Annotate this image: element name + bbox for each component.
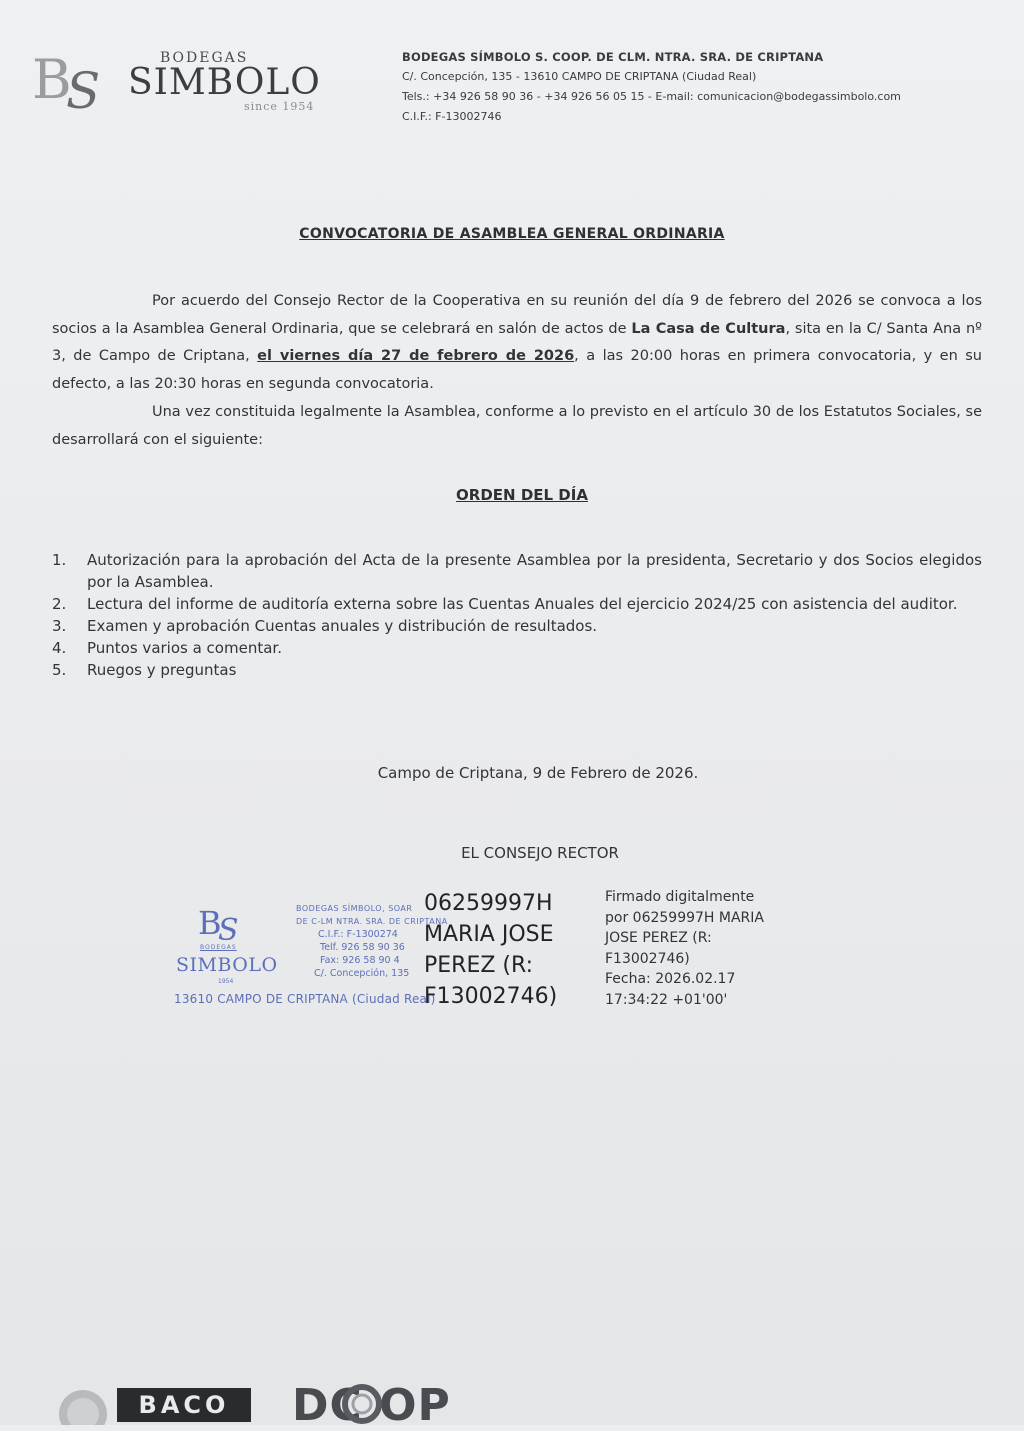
emblem-icon — [50, 1380, 116, 1425]
paragraph-text: , sita en la C/ Santa Ana nº 3, de Campo de Criptana, — [52, 320, 982, 364]
agenda-list — [52, 549, 982, 681]
agenda-text: Lectura del informe de auditoría externa sobre las Cuentas Anuales del ejercicio 2024/25 con asistencia del auditor. — [87, 595, 958, 613]
signature-detail-line: por 06259997H MARIA — [605, 909, 764, 926]
signature-detail-line: Firmado digitalmente — [605, 889, 755, 905]
place-date: Campo de Criptana, 9 de Febrero de 2026. — [377, 764, 699, 782]
stamp-line: C/. Concepción, 135 — [314, 968, 410, 979]
agenda-title: ORDEN DEL DÍA — [456, 486, 588, 504]
agenda-item — [52, 549, 982, 593]
agenda-text: Examen y aprobación Cuentas anuales y distribución de resultados. — [87, 617, 598, 635]
agenda-number: 3. — [52, 617, 67, 635]
agenda-item — [52, 659, 982, 681]
logo-simbolo-text: SIMBOLO — [128, 62, 321, 103]
stamp-simbolo: SIMBOLO — [176, 954, 278, 976]
agenda-item — [52, 637, 982, 659]
svg-text:B: B — [32, 48, 72, 111]
agenda-item — [52, 615, 982, 637]
stamp-monogram-icon — [196, 904, 254, 944]
signature-line: MARIA JOSE — [424, 922, 554, 947]
stamp-line: 13610 CAMPO DE CRIPTANA (Ciudad Real) — [174, 992, 436, 1006]
meeting-date: el viernes día 27 de febrero de 2026 — [257, 348, 575, 364]
company-contact: Tels.: +34 926 58 90 36 - +34 926 56 05 15 - E-mail: comunicacion@bodegassimbolo.com — [402, 90, 901, 103]
company-logo — [30, 44, 320, 119]
svg-text:B: B — [198, 904, 222, 942]
baco-logo: BACO — [117, 1388, 251, 1422]
stamp-since: 1954 — [218, 978, 234, 985]
agenda-item — [52, 593, 982, 615]
company-address: C/. Concepción, 135 - 13610 CAMPO DE CRIPTANA (Ciudad Real) — [402, 70, 757, 83]
signature-detail-line: 17:34:22 +01'00' — [605, 991, 728, 1008]
stamp-line: Telf. 926 58 90 36 — [320, 942, 405, 953]
statutes-paragraph: Una vez constituida legalmente la Asamblea, conforme a lo previsto en el artículo 30 de los Estatutos Sociales, se desarrollará con el siguiente: — [52, 404, 982, 448]
logo-since-text: since 1954 — [244, 100, 315, 113]
logo-bodegas-text: BODEGAS — [160, 50, 249, 66]
svg-text:S: S — [66, 62, 101, 116]
stamp-line: Fax: 926 58 90 4 — [320, 955, 400, 966]
dcoop-ring-icon — [340, 1382, 384, 1426]
venue-name: La Casa de Cultura — [631, 320, 786, 337]
paragraph-text: , a las 20:00 horas en primera convocatoria, y en su defecto, a las 20:30 horas en segunda convocatoria. — [52, 348, 982, 392]
agenda-text: Ruegos y preguntas — [87, 661, 237, 679]
agenda-text: Puntos varios a comentar. — [87, 639, 282, 657]
signature-detail-line: F13002746) — [605, 950, 690, 967]
stamp-line: C.I.F.: F-1300274 — [318, 929, 398, 940]
agenda-number: 1. — [52, 551, 67, 569]
agenda-text: Autorización para la aprobación del Acta de la presente Asamblea por la presidenta, Secretario y dos Socios elegidos por la Asamblea. — [87, 551, 982, 591]
company-info — [402, 47, 901, 127]
stamp-line: DE C-LM NTRA. SRA. DE CRIPTANA — [296, 917, 448, 926]
document-title: CONVOCATORIA DE ASAMBLEA GENERAL ORDINARIA — [299, 226, 725, 242]
agenda-number: 4. — [52, 639, 67, 657]
svg-text:S: S — [218, 913, 239, 944]
company-cif: C.I.F.: F-13002746 — [402, 110, 502, 123]
company-stamp — [170, 896, 460, 1016]
signer-title: EL CONSEJO RECTOR — [461, 844, 619, 862]
digital-signature-name — [424, 888, 557, 1012]
signature-line: PEREZ (R: — [424, 953, 534, 978]
signature-line: 06259997H — [424, 891, 553, 916]
paragraph-text: Por acuerdo del Consejo Rector de la Cooperativa en su reunión del día 9 de febrero del 2026 se convoca a los socios a la Asamblea General Ordinaria, que se celebrará en salón de actos de — [52, 293, 982, 337]
convocation-paragraph — [52, 288, 982, 398]
agenda-number: 2. — [52, 595, 67, 613]
bs-monogram-icon — [30, 46, 130, 116]
stamp-bodegas: BODEGAS — [200, 944, 237, 951]
signature-line: F13002746) — [424, 984, 558, 1009]
digital-signature-details — [605, 887, 764, 1010]
signature-detail-line: Fecha: 2026.02.17 — [605, 971, 736, 987]
company-name: BODEGAS SÍMBOLO S. COOP. DE CLM. NTRA. SRA. DE CRIPTANA — [402, 50, 824, 64]
dcoop-logo: DC OP — [292, 1380, 451, 1431]
signature-detail-line: JOSE PEREZ (R: — [605, 930, 712, 946]
agenda-number: 5. — [52, 661, 67, 679]
stamp-line: BODEGAS SÍMBOLO, SOAR — [296, 904, 413, 913]
